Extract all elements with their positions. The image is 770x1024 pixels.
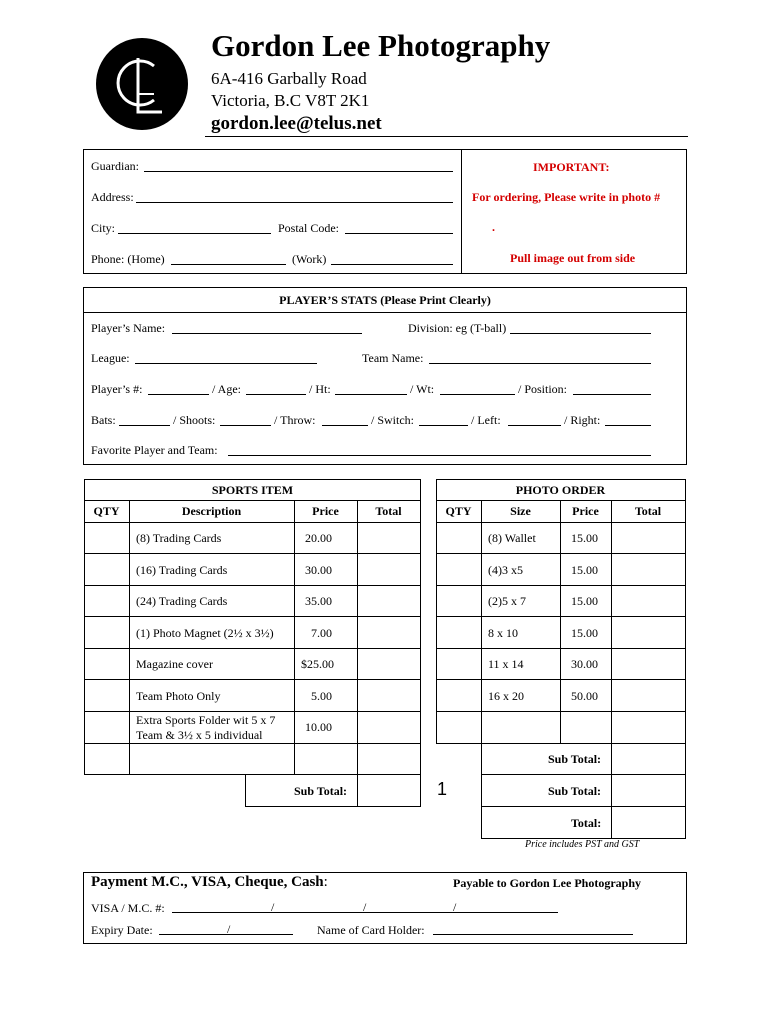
card-number-label: VISA / M.C. #: (91, 901, 165, 915)
phone-home-field[interactable] (171, 264, 286, 265)
favorite-player-label: Favorite Player and Team: (91, 443, 218, 457)
business-name: Gordon Lee Photography (211, 28, 551, 63)
photo-row-price: 15.00 (571, 594, 598, 608)
photo-total-label: Total: (571, 816, 602, 830)
sports-row-desc: Team Photo Only (136, 689, 221, 703)
player-stats-section (83, 287, 687, 465)
throw-field[interactable] (322, 425, 368, 426)
photo-col-price: Price (572, 504, 599, 518)
sports-col-total: Total (375, 504, 402, 518)
team-name-field[interactable] (429, 363, 651, 364)
left-field[interactable] (508, 425, 561, 426)
phone-home-label: Phone: (Home) (91, 252, 165, 266)
phone-work-label: (Work) (292, 252, 327, 266)
throw-label: / Throw: (274, 413, 316, 427)
weight-label: / Wt: (410, 382, 435, 396)
league-label: League: (91, 351, 130, 365)
photo-row-size: (4)3 x5 (488, 563, 523, 577)
league-field[interactable] (135, 363, 317, 364)
weight-field[interactable] (440, 394, 515, 395)
header-divider (205, 136, 688, 137)
important-title: IMPORTANT: (533, 160, 610, 174)
sports-row-desc: (8) Trading Cards (136, 531, 222, 545)
important-line-1: For ordering, Please write in photo # (472, 190, 661, 204)
right-field[interactable] (605, 425, 651, 426)
bats-field[interactable] (119, 425, 170, 426)
sports-col-price: Price (312, 504, 339, 518)
card-separator: / (363, 900, 367, 914)
payment-title: Payment M.C., VISA, Cheque, Cash: (91, 874, 328, 890)
photo-order-title: PHOTO ORDER (515, 483, 606, 497)
expiry-separator: / (227, 922, 231, 936)
gl-monogram-icon (96, 38, 188, 130)
card-separator: / (271, 900, 275, 914)
left-label: / Left: (471, 413, 501, 427)
logo (96, 38, 188, 130)
city-field[interactable] (118, 233, 271, 234)
sports-col-qty: QTY (93, 504, 120, 518)
photo-col-size: Size (510, 504, 531, 518)
email: gordon.lee@telus.net (211, 113, 382, 134)
division-field[interactable] (510, 333, 651, 334)
photo-subtotal-2-label: Sub Total: (548, 784, 602, 798)
player-number-label: Player’s #: (91, 382, 143, 396)
player-name-label: Player’s Name: (91, 321, 166, 335)
sports-row-desc-line-2: Team & 3½ x 5 individual (136, 728, 263, 742)
sports-subtotal-label: Sub Total: (294, 784, 348, 798)
sports-row-price: 30.00 (305, 563, 332, 577)
team-name-label: Team Name: (362, 351, 424, 365)
sports-row-price: 20.00 (305, 531, 332, 545)
sports-row-desc: Extra Sports Folder wit 5 x 7 (136, 713, 276, 727)
photo-row-price: 30.00 (571, 657, 598, 671)
right-label: / Right: (564, 413, 601, 427)
height-field[interactable] (335, 394, 407, 395)
photo-row-size: 8 x 10 (488, 626, 518, 640)
tax-note: Price includes PST and GST (525, 839, 640, 850)
photo-subtotal-1-label: Sub Total: (548, 752, 602, 766)
player-name-field[interactable] (172, 333, 362, 334)
photo-row-size: (2)5 x 7 (488, 594, 526, 608)
photo-row-price: 15.00 (571, 563, 598, 577)
sports-row-price: 10.00 (305, 720, 332, 734)
expiry-date-field[interactable] (159, 934, 293, 935)
sports-row-desc: (16) Trading Cards (136, 563, 228, 577)
sports-row-price: 5.00 (311, 689, 332, 703)
guardian-field[interactable] (144, 171, 453, 172)
switch-field[interactable] (419, 425, 468, 426)
division-label: Division: eg (T-ball) (408, 321, 507, 335)
photo-row-size: (8) Wallet (488, 531, 536, 545)
sports-row-price: 35.00 (305, 594, 332, 608)
bats-label: Bats: (91, 413, 116, 427)
photo-row-price: 15.00 (571, 626, 598, 640)
photo-row-price: 15.00 (571, 531, 598, 545)
payable-to: Payable to Gordon Lee Photography (453, 876, 641, 890)
position-field[interactable] (573, 394, 651, 395)
sports-row-price: $25.00 (301, 657, 334, 671)
sports-row-desc: (1) Photo Magnet (2½ x 3½) (136, 626, 274, 640)
card-separator: / (453, 900, 457, 914)
photo-row-price: 50.00 (571, 689, 598, 703)
card-holder-field[interactable] (433, 934, 633, 935)
sports-item-title: SPORTS ITEM (211, 483, 294, 497)
player-number-field[interactable] (148, 394, 209, 395)
address-field[interactable] (136, 202, 453, 203)
age-field[interactable] (246, 394, 306, 395)
player-stats-title-divider (83, 312, 687, 313)
address-line-2: Victoria, B.C V8T 2K1 (211, 91, 370, 110)
player-stats-title: PLAYER’S STATS (Please Print Clearly) (279, 293, 491, 307)
important-line-2: Pull image out from side (510, 251, 636, 265)
height-label: / Ht: (309, 382, 331, 396)
sports-row-desc: Magazine cover (136, 657, 213, 671)
address-label: Address: (91, 190, 134, 204)
page-number: 1 (437, 779, 448, 799)
photo-col-qty: QTY (445, 504, 472, 518)
important-dot: . (492, 220, 495, 234)
guardian-label: Guardian: (91, 159, 139, 173)
shoots-label: / Shoots: (173, 413, 216, 427)
sports-col-description: Description (181, 504, 242, 518)
favorite-player-field[interactable] (228, 455, 651, 456)
sports-row-price: 7.00 (311, 626, 332, 640)
phone-work-field[interactable] (331, 264, 453, 265)
age-label: / Age: (212, 382, 241, 396)
sports-row-desc: (24) Trading Cards (136, 594, 228, 608)
photo-row-size: 11 x 14 (488, 657, 524, 671)
position-label: / Position: (518, 382, 568, 396)
postal-code-label: Postal Code: (278, 221, 340, 235)
guardian-divider (461, 149, 462, 274)
address-line-1: 6A-416 Garbally Road (211, 69, 367, 88)
switch-label: / Switch: (371, 413, 415, 427)
photo-col-total: Total (634, 504, 662, 518)
card-holder-label: Name of Card Holder: (317, 923, 425, 937)
photo-row-size: 16 x 20 (488, 689, 524, 703)
shoots-field[interactable] (220, 425, 271, 426)
expiry-date-label: Expiry Date: (91, 923, 153, 937)
city-label: City: (91, 221, 116, 235)
postal-code-field[interactable] (345, 233, 453, 234)
